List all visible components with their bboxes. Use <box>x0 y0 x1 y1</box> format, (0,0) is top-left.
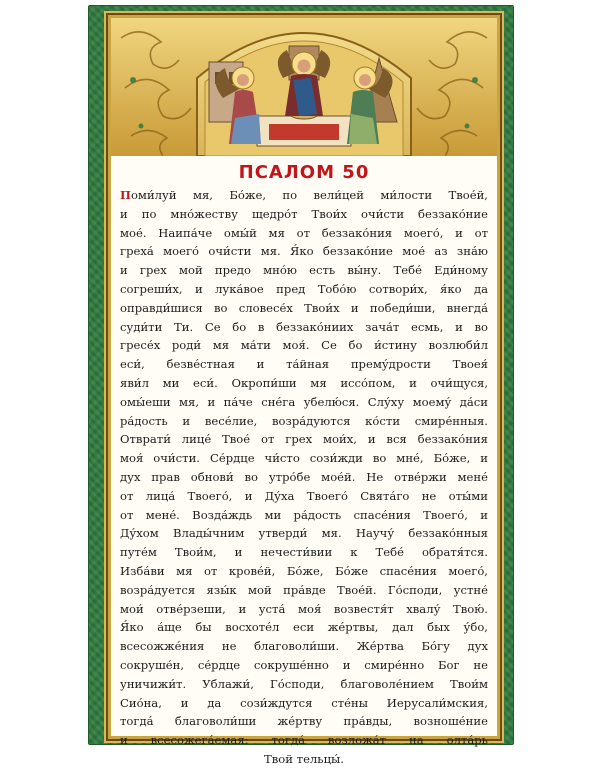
psalm-line: и всесожега́емая: тогда́ возложа́т на олта́рь <box>120 733 488 748</box>
psalm-line: мое́. Наипа́че омы́й мя от беззако́ния моего́, и от <box>120 225 488 240</box>
psalm-line: ра́дость и весе́лие, возра́дуются ко́сти смире́нныя. <box>120 413 488 428</box>
psalm-line: омы́еши мя, и па́че сне́га убелю́ся. Слу́ху моему́ да́си <box>120 394 488 409</box>
psalm-line: суди́ти Ти. Се бо в беззако́ниих зача́т есмь, и во <box>120 319 488 334</box>
psalm-line: Я́ко а́ще бы восхоте́л еси же́ртвы, дал бых у́бо, <box>120 620 488 635</box>
trinity-icon-image <box>111 18 497 156</box>
psalm-line: всесожже́ния не благоволи́ши. Же́ртва Бо́гу дух <box>120 639 488 654</box>
prayer-card <box>88 5 514 766</box>
prayer-text-panel <box>111 156 497 766</box>
psalm-line: дух прав обнови́ во утро́бе мое́й. Не отве́ржи мене́ <box>120 469 488 484</box>
psalm-line: мои́ отве́рзеши, и уста́ моя́ возвестя́т хвалу́ Твою́. <box>120 601 488 616</box>
psalm-line: возра́дуется язы́к мой пра́вде Твое́й. Го́споди, устне́ <box>120 582 488 597</box>
psalm-line: греха́ моего́ очи́сти мя. Я́ко беззако́ние мое́ аз зна́ю <box>120 244 488 259</box>
psalm-line: Сио́на, и да сози́ждутся сте́ны Иерусали́мския, <box>120 695 488 710</box>
psalm-line-1: Поми́луй мя, Бо́же, по вели́цей ми́лости Твое́й, <box>120 188 488 202</box>
psalm-line: уничижи́т. Ублажи́, Го́споди, благоволе́нием Твои́м <box>120 676 488 691</box>
psalm-line: и по мно́жеству щедро́т Твои́х очи́сти беззако́ние <box>120 206 488 221</box>
psalm-title: ПСАЛОМ 50 <box>238 162 370 183</box>
psalm-line: яви́л ми еси́. Окропи́ши мя иссо́пом, и очи́щуся, <box>120 375 488 390</box>
icon-illustration <box>111 18 497 156</box>
psalm-line: Ду́хом Влады́чним утверди́ мя. Научу́ беззако́нныя <box>120 526 488 541</box>
psalm-line: тогда́ благоволи́ши же́ртву пра́вды, вознoше́ние <box>120 714 488 729</box>
psalm-line: и грех мой предо мно́ю есть вы́ну. Тебе́ Еди́ному <box>120 263 488 278</box>
psalm-line: сокруше́н, се́рдце сокруше́нно и смире́нно Бог не <box>120 657 488 672</box>
ornamental-frame <box>108 15 500 766</box>
psalm-line: моя́ очи́сти. Се́рдце чи́сто сози́жди во мне́, Бо́же, и <box>120 451 488 466</box>
psalm-line: от мене́. Возда́ждь ми ра́дость спасе́ния Твоего́, и <box>120 507 488 522</box>
psalm-line: Изба́ви мя от крове́й, Бо́же, Бо́же спасе́ния моего́, <box>120 563 488 578</box>
psalm-line: Отврати́ лице́ Твое́ от грех мои́х, и вся беззако́ния <box>120 432 488 447</box>
psalm-line: гресе́х роди́ мя ма́ти моя́. Се бо и́стину возлюби́л <box>120 338 488 353</box>
psalm-text <box>120 186 488 769</box>
psalm-line: от лица́ Твоего́, и Ду́ха Твоего́ Свята́го не оты́ми <box>120 488 488 503</box>
psalm-line: путе́м Твои́м, и нечести́вии к Тебе́ обратя́тся. <box>120 545 488 560</box>
psalm-line: еси́, безве́стная и та́йная прему́дрости Твоея́ <box>120 357 488 372</box>
psalm-line-last: Твой тельцы́. <box>264 751 344 766</box>
psalm-line: оправди́шися во словесе́х Твои́х и победи́ши, внегда́ <box>120 300 488 315</box>
psalm-line: согреши́х, и лука́вое пред Тобо́ю сотвори́х, я́ко да <box>120 281 488 296</box>
initial-letter: П <box>120 188 131 202</box>
